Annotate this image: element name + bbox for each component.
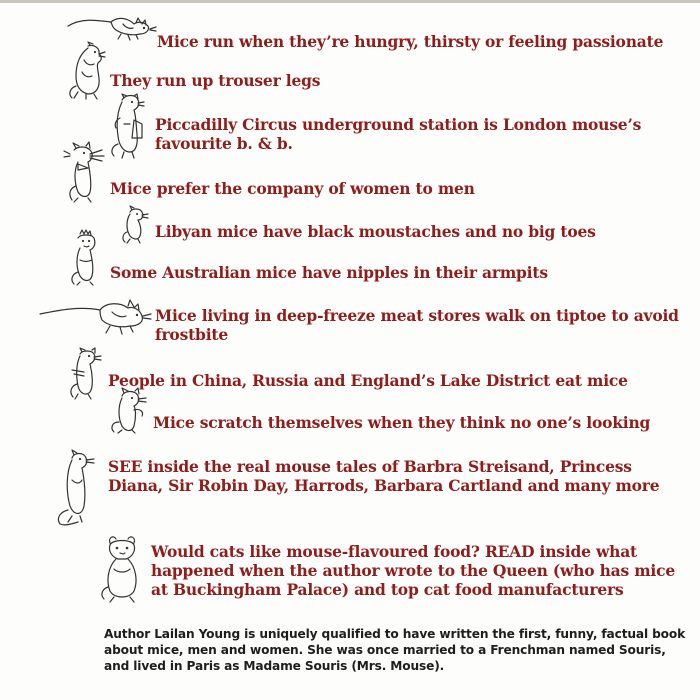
fact-deep-freeze: Mice living in deep-freeze meat stores walk on tiptoe to avoid frostbite bbox=[155, 306, 679, 344]
tufted-mouse-icon bbox=[70, 230, 106, 286]
fact-mice-run: Mice run when they’re hungry, thirsty or feeling passionate bbox=[157, 32, 664, 51]
author-blurb: Author Lailan Young is uniquely qualified to have written the first, funny, factual book about mice, men and women. She was once married to a Frenchman named Souris, and lived in Paris as Madame Souris (Mrs. Mouse). bbox=[104, 627, 686, 673]
traveler-mouse-icon bbox=[106, 94, 148, 160]
fact-cat-food: Would cats like mouse-flavoured food? READ inside what happened when the author wrote to the Queen (who has mice at Buckingham Palace) and top cat food manufacturers bbox=[151, 542, 675, 599]
fact-australian: Some Australian mice have nipples in their armpits bbox=[110, 263, 548, 282]
fact-trouser-legs: They run up trouser legs bbox=[110, 71, 321, 90]
fact-eat-mice: People in China, Russia and England’s Lake District eat mice bbox=[108, 371, 628, 390]
sitting-mouse-icon bbox=[66, 42, 106, 100]
fact-piccadilly: Piccadilly Circus underground station is London mouse’s favourite b. & b. bbox=[155, 115, 642, 153]
fact-women-men: Mice prefer the company of women to men bbox=[110, 179, 475, 198]
scratching-mouse-icon bbox=[108, 388, 150, 434]
top-edge-border bbox=[0, 0, 700, 3]
eating-mouse-icon bbox=[68, 348, 106, 400]
small-mouse-icon bbox=[120, 206, 150, 244]
fact-libyan: Libyan mice have black moustaches and no big toes bbox=[155, 222, 596, 241]
running-mouse-icon bbox=[66, 12, 156, 42]
long-tail-mouse-icon bbox=[40, 296, 152, 336]
fact-scratch: Mice scratch themselves when they think no one’s looking bbox=[153, 413, 651, 432]
fact-mouse-tales: SEE inside the real mouse tales of Barbra Streisand, Princess Diana, Sir Robin Day, Harrods, Barbara Cartland and many more bbox=[108, 457, 660, 495]
chubby-mouse-icon bbox=[100, 535, 144, 603]
bowtie-mouse-icon bbox=[64, 142, 110, 204]
sleek-mouse-icon bbox=[54, 450, 102, 526]
